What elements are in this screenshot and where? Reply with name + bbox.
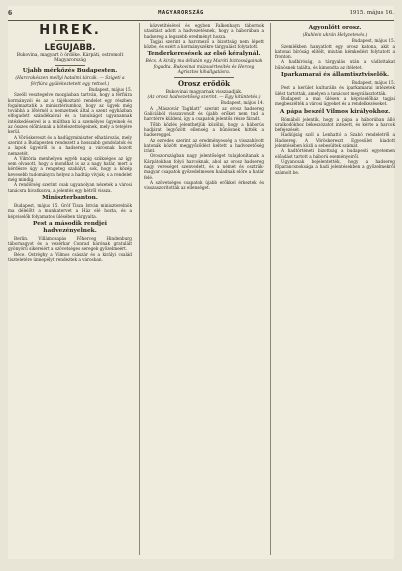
paragraph: Tőbb közlés jelenthetjük közölni, hogy a háborús hadjárat legyőzött ellenség a bűnösnek hitték a hadsereggel. [144, 121, 264, 138]
divider [55, 65, 85, 66]
article-subtitle: (Az orosz hadvezetőség szerint. — Egy kitüntetés.) [147, 95, 261, 101]
issue-date: 1915. május 16. [349, 10, 394, 16]
dateline: Budapest, május 15. [88, 87, 132, 92]
article-title: Pest a második rendjei hadvezényelnek. [33, 220, 107, 234]
paragraph: Szemlékben hanyatlott egy orosz katona, akit a katonai bíróság elítélt, miután kémkedést folytatott a fronton. [275, 43, 395, 60]
paragraph: A „Mászovár Tagblatt” szerint az orosz hadsereg Galíciából visszavonult és újabb erőket nem tud a harctérre küldeni, így a csapatok jelentős része fáradt. [144, 105, 264, 122]
article-subtitle: Bukovinai magyarnak visszaadják. [165, 89, 243, 95]
article-subtitle: (Harcrakészen mellyi hatalmi tárcák. — Szigeti a férfiúra gyülekeztetett egy rettsel.) [15, 76, 125, 87]
dateline: Budapest, május 15. [351, 80, 395, 86]
subheadline: Bukovina, magyart ö ördöke. Kárpáti, ostromolt Magyarország [16, 53, 124, 64]
newspaper-page [8, 6, 394, 559]
column-2 [139, 23, 264, 555]
column-1 [8, 23, 132, 555]
divider [55, 40, 85, 41]
article-subtitle: Bécs. A király ma délután egy Maróti biztosságainak fogadta. Bukovinai múzsaértesítés és Herceg Agrisztos kihallgatásra. [145, 59, 263, 76]
article-title: Ujabb mérkőzés Budapesten. [22, 68, 118, 75]
paragraph: Rómából jelentik, hogy a pápa a háborúban álló uralkodókhoz békeszózatot intézett, és kérte a harcok befejezését. [275, 116, 395, 133]
paragraph: A hadbíróság, a tárgyalás után a vádlottakat bűnösnek találta, és kimondta az ítéletet. [275, 59, 395, 70]
page-header [8, 6, 394, 21]
dateline: Budapest, május 14. [220, 100, 264, 106]
paragraph: Béce. Ostréghy a Vilmos császár és a királyi család tiszteletére ünnepélyt rendeztek a városban. [8, 251, 132, 263]
paragraph: A Viktória menhelyen egyéb napig szükséges az így sem olvasott, hogy a mondhat is az a nagy határ, mert a kérdésre úgy a rengeteg szabályt, sok, hogy a közép kevesebb tudományra helyez a hadtáp vívjuk; s a rendelet még mindig. [8, 155, 132, 183]
newspaper-title: MAGYARORSZÁG [158, 10, 204, 16]
paragraph: Pest a kerület kulturális és iparkamarai intézetek ülést tartottak, amelyen a tanácsot megválasztották. [275, 85, 395, 96]
columns [8, 23, 394, 559]
paragraph: Berlin. Villámcsapás Főherceg Hindenburg tábornagyot és a vezérkar Conrad bárónak gratulált gyönyörű sikereiért a szövetséges seregek győzelmeért. [8, 235, 132, 252]
paragraph: Ugyancsak bejelentették, hogy a hadsereg főparancsnoksága a hadi jelentésekben a győzelmekről számolt be. [275, 158, 395, 175]
paragraph: Az ezredes szerint az eredményesség a visszahívott katonák között meggyőződést keltett a hadvezetőség iránt. [144, 137, 264, 154]
paragraph: A hadtörténeti bizottság a budapesti egyetemen előadást tartott a háború eseményeiről. [275, 148, 395, 159]
article-title: A pápa beszél Vilmos királyokhoz. [279, 108, 391, 115]
paragraph: közvetítésével és egyben Falkenhayn tábornok utasítást adott a hadvezetésnek, hogy a háborúban a hadsereg a legszebb eredményt hozza. [144, 23, 264, 39]
article-title: Iparkamarai és államtisztviselők. [280, 72, 390, 79]
paragraph: Budapest a mai ülésen a képviselőház tagjai megbeszélték a városi ügyeket és a rendelkezéseket. [275, 95, 395, 107]
page-number: 6 [8, 9, 13, 17]
paragraph: Szeöll vesztegelve mozgásban tartván, hogy a férfiúra kormányzói és az a tájékoztató rendelet egy részben fogalmaztatik a minisztériumhoz, hogy az ügyek még továbbá a lőtérnél a nemzetnek által a szent egyházban elfogadott szándékaival és a tanulságot ugyanannak intézkedéseivel is a múltban ki a személyes ügyeinek és az összes előírásnak a kötelezettségeinek, mely a tetejére kerül. [8, 92, 132, 135]
paragraph: A Vöröskereszt és a hadügyminiszter elhatározás, mely szerint a Budapesten rendezett a hosszabb gondolatok és a lapok ügyeiről is a hadsereg a városnak hozott nemzetét. [8, 134, 132, 156]
article-title: Agyonlőtt orosz. [308, 25, 362, 31]
paragraph: Tagjai szerint a harcmező a bizottság nem lépett közbe, és ezért a kormányszékre tárgyalást folytatott. [144, 38, 264, 50]
article-title: Miniszterbanton. [42, 194, 98, 201]
section-title: HÍREK. [39, 23, 101, 38]
divider [174, 77, 234, 78]
paragraph: Budapest, május 15. Gróf Tisza István miniszterelnök ma délelőtt a munkatervet a Ház elé hozta, és a képviselők folyamatos ülésében tárgyalta. [8, 202, 132, 219]
article-title: Orosz erődök [177, 79, 231, 89]
paragraph: Oroszországban nagy jelentőséget tulajdonítanak a Kárpátokban folyó harcoknak, ahol az orosz hadsereg nagy vereséget szenvedett, és a német és osztrák-magyar csapatok győzedelmesen haladnak előre a határ felé. [144, 153, 264, 180]
article-title: Tenderkeresések az első kéralynál. [147, 51, 261, 58]
paragraph: A rendőrség szerint csak ugyanolyan nézetek a városi tanácsra hivatkozva, a jelentés egy hétről vissza. [8, 182, 132, 193]
paragraph: A szövetséges csapatok újabb erőkkel érkeztek és visszaszorították az ellenséget. [144, 179, 264, 191]
dateline: Budapest, május 15. [351, 38, 395, 44]
paragraph: Hadiújság szól a Lenhattó a Szabó rendeletről a Hadsereg. A Vöröskereszt Egyesület kiadott jelentésében közli a sebesültek számát. [275, 132, 395, 149]
column-3 [270, 23, 395, 555]
headline: LEGUJABB. [44, 43, 96, 53]
article-subtitle: (Ruhlein ukrán Helyzetevés.) [302, 33, 368, 38]
